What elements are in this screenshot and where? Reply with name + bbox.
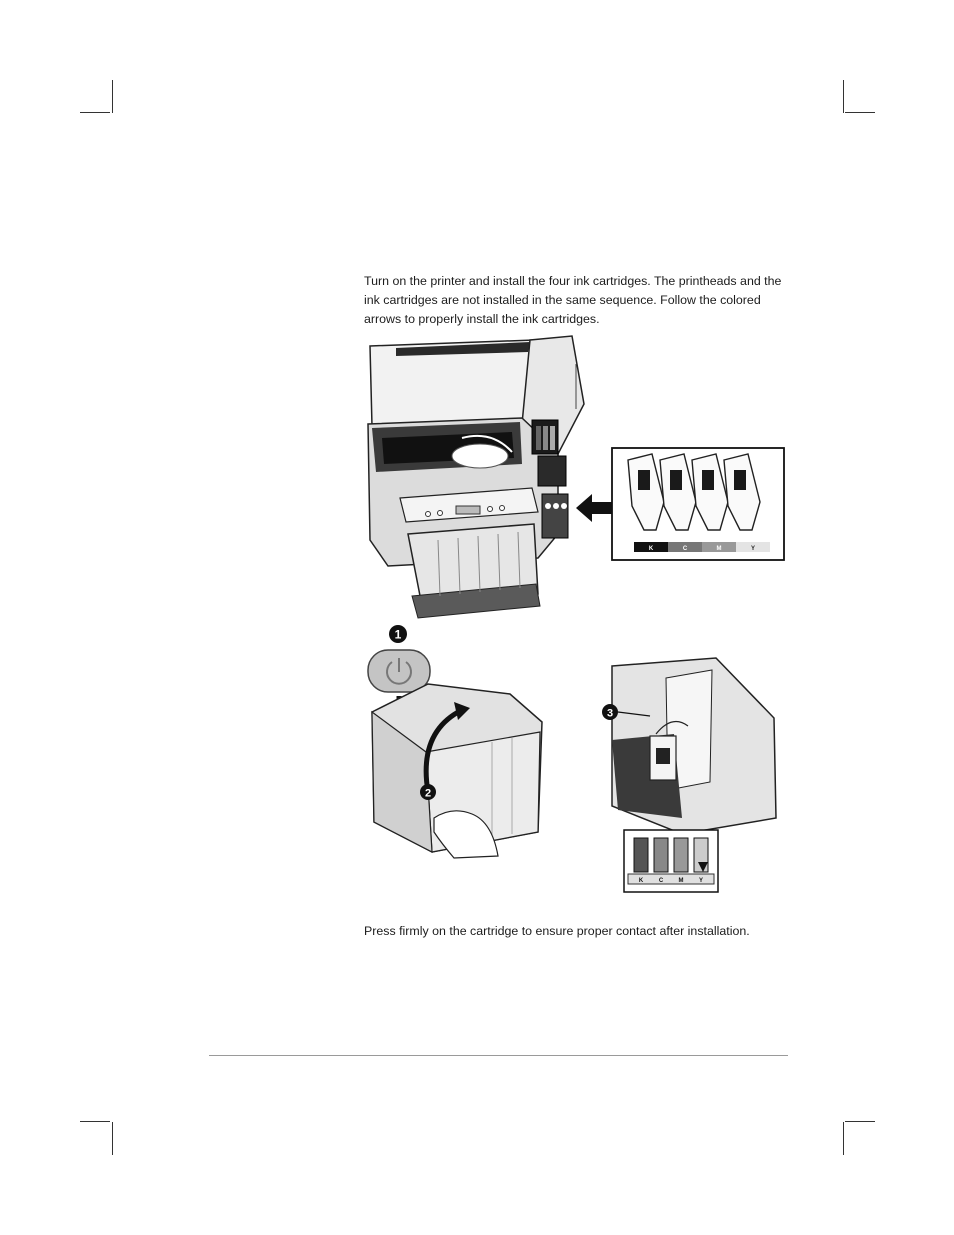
step-2-number: 2 <box>424 787 432 800</box>
slot-label-k: K <box>638 878 644 884</box>
cartridge-label-c: C <box>682 546 688 552</box>
slot-label-m: M <box>678 878 684 884</box>
step-3-number: 3 <box>606 707 614 720</box>
crop-mark-top-left-v <box>112 80 113 113</box>
crop-mark-bottom-left-h <box>80 1121 110 1122</box>
crop-mark-top-right-h <box>845 112 875 113</box>
cartridge-label-k: K <box>648 546 654 552</box>
footer-rule <box>209 1055 788 1056</box>
slot-label-y: Y <box>698 878 704 884</box>
crop-mark-bottom-right-h <box>845 1121 875 1122</box>
cartridge-label-y: Y <box>750 546 756 552</box>
install-steps-illustration <box>362 622 788 894</box>
crop-mark-top-right-v <box>843 80 844 113</box>
printer-overview-illustration <box>362 334 788 624</box>
crop-mark-bottom-right-v <box>843 1122 844 1155</box>
step-3-badge <box>602 704 618 720</box>
crop-mark-top-left-h <box>80 112 110 113</box>
closing-paragraph: Press firmly on the cartridge to ensure proper contact after installation. <box>364 924 750 938</box>
cartridge-label-m: M <box>716 546 722 552</box>
slot-label-c: C <box>658 878 664 884</box>
step-1-number: 1 <box>394 627 402 642</box>
step-2-badge <box>420 784 436 800</box>
step-1-badge <box>389 625 407 643</box>
crop-mark-bottom-left-v <box>112 1122 113 1155</box>
intro-paragraph: Turn on the printer and install the four ink cartridges. The printheads and the ink cartridges are not installed in the same sequence. Follow the colored arrows to properly install the ink cartridges. <box>364 274 782 326</box>
